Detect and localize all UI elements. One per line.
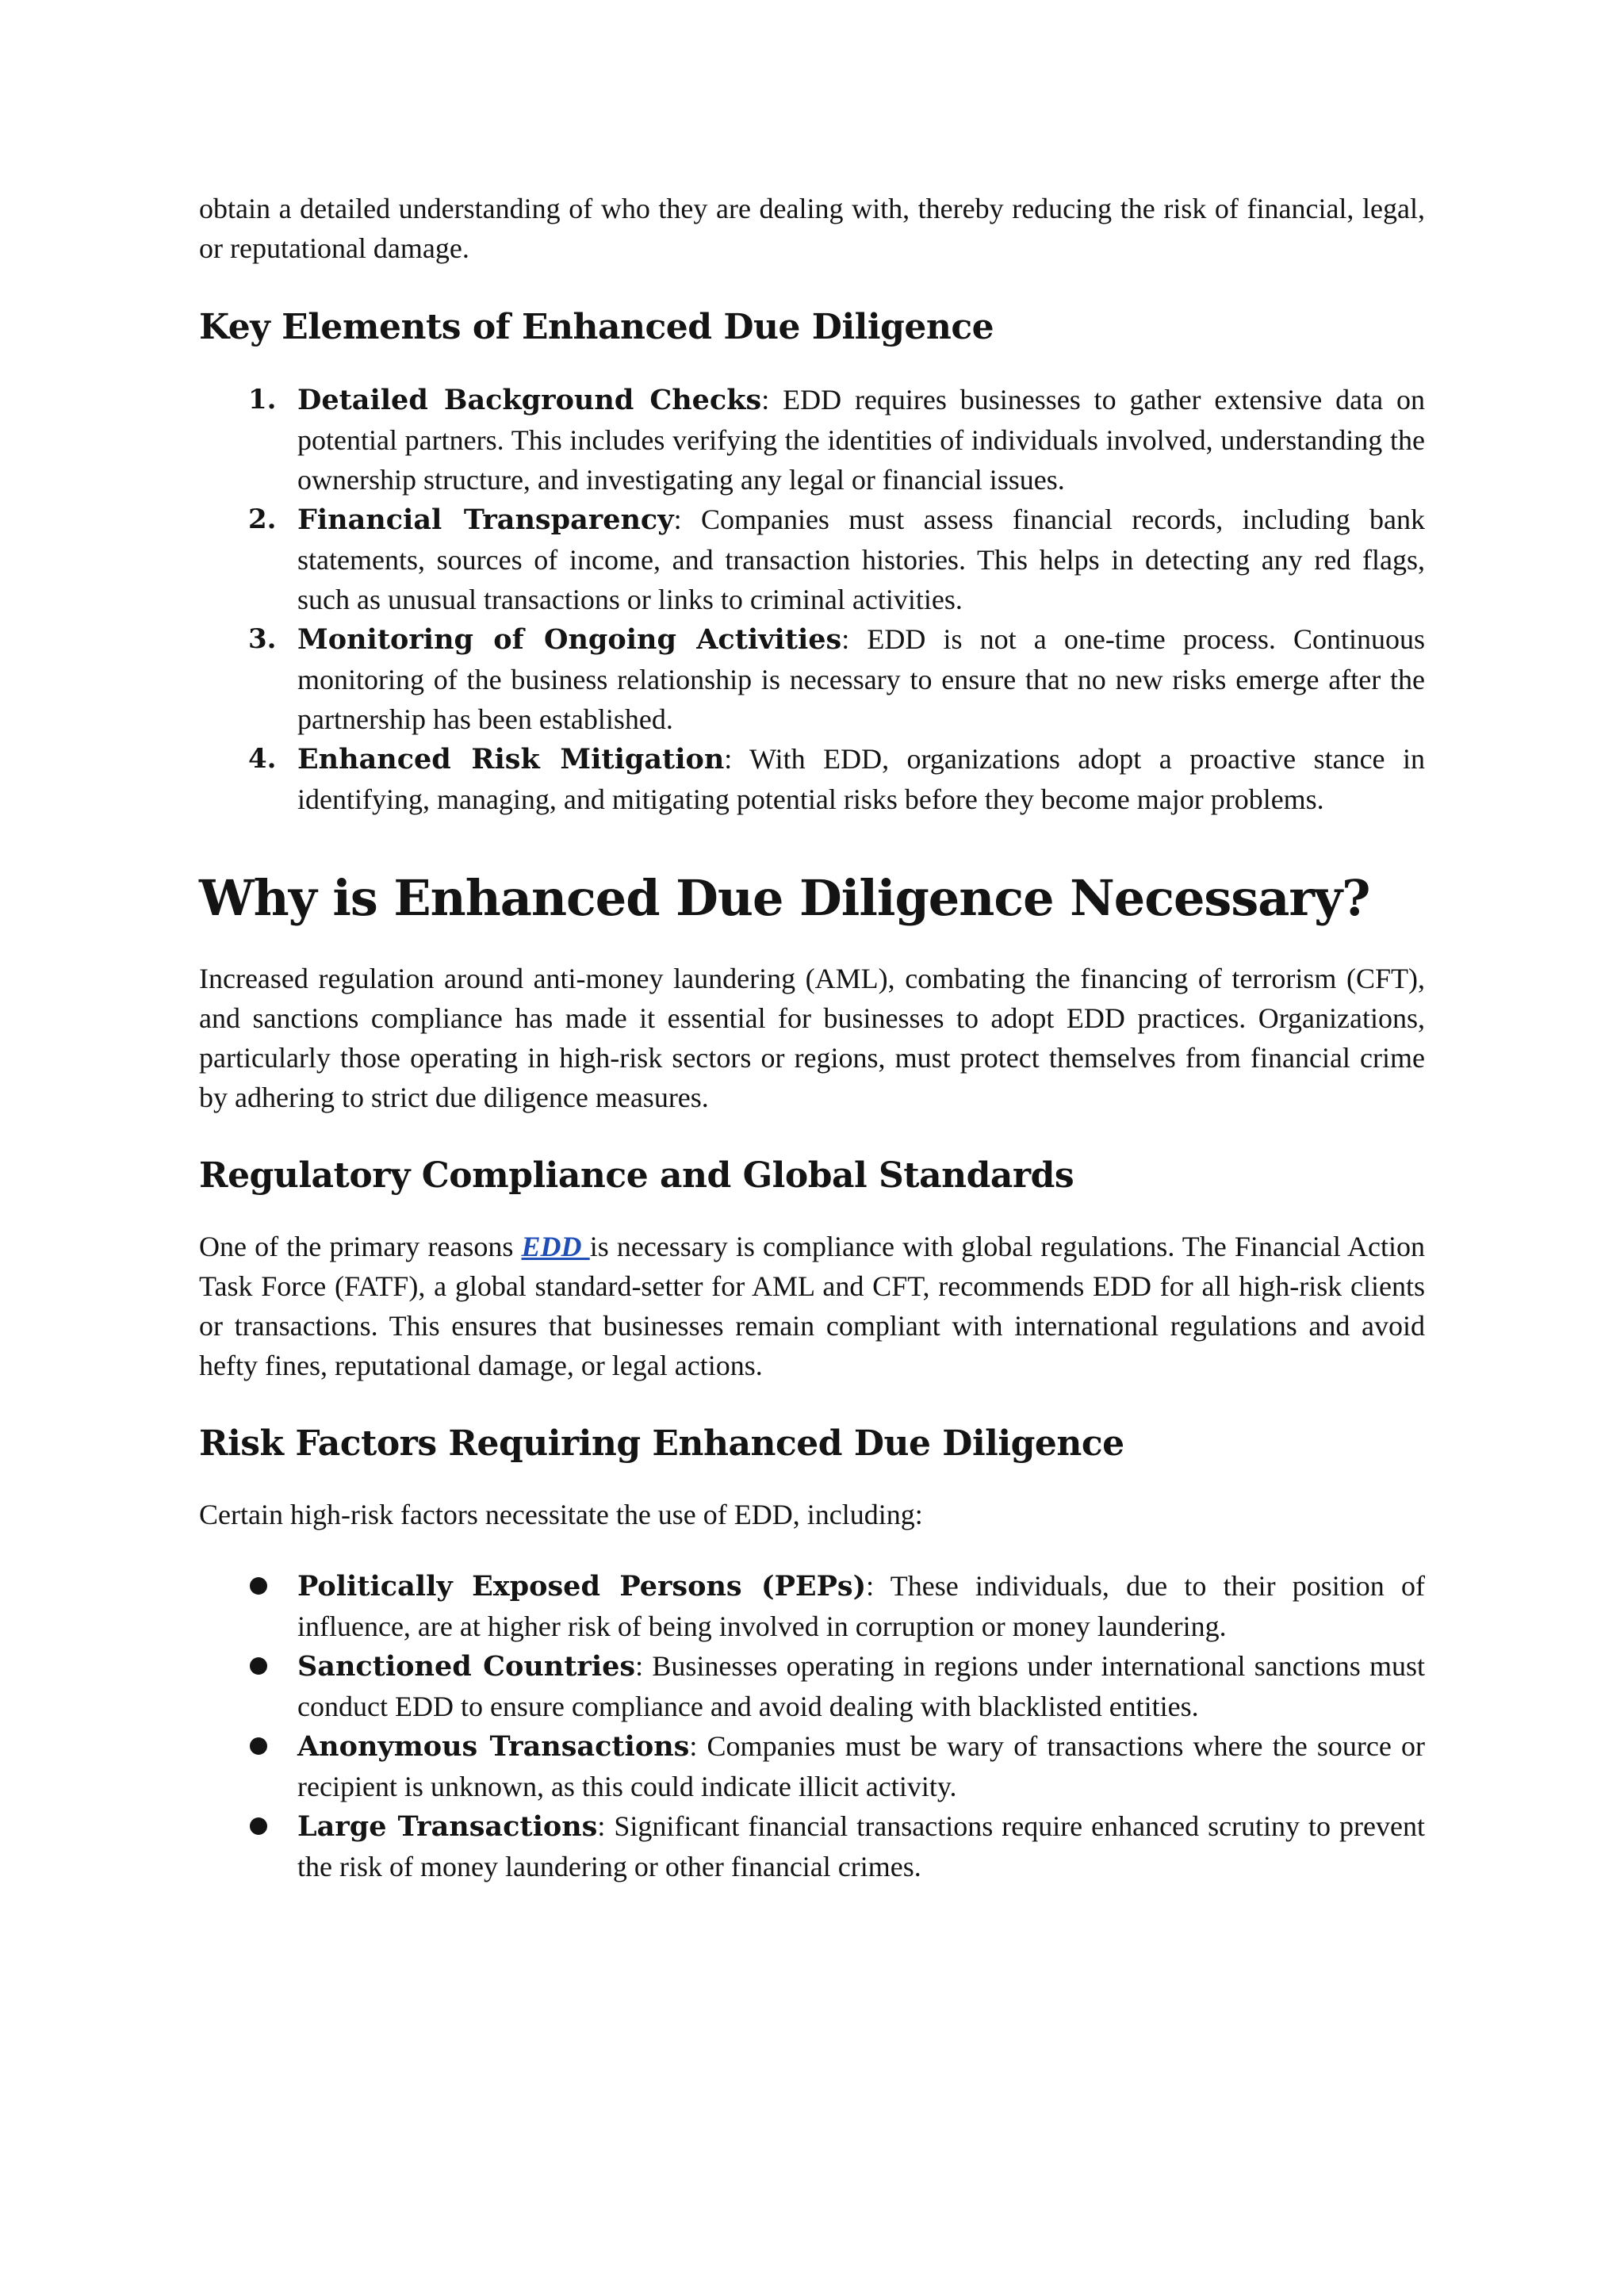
regulatory-paragraph — [199, 1227, 1425, 1385]
list-item-text: : EDD is not a one-time process. Continuous monitoring of the business relationship is necessary to ensure that no new risks emerge after the partnership has been established. — [297, 623, 1426, 735]
list-item-term: Sanctioned Countries — [297, 1650, 636, 1683]
list-item — [199, 1566, 1425, 1646]
list-number: 2. — [248, 504, 277, 535]
list-item — [199, 1646, 1425, 1726]
list-number: 3. — [248, 623, 277, 655]
list-item-term: Financial Transparency — [297, 504, 674, 536]
why-paragraph: Increased regulation around anti-money laundering (AML), combating the financing of terrorism (CFT), and sanctions compliance has made it essential for businesses to adopt EDD practices. Organizations, particularly those operating in high-risk sectors or regions, must protect themselves from financial crime by adhering to strict due diligence measures. — [199, 963, 1425, 1113]
intro-paragraph: obtain a detailed understanding of who they are dealing with, thereby reducing the risk of financial, legal, or reputational damage. — [199, 193, 1425, 264]
section-heading-key-elements: Key Elements of Enhanced Due Diligence — [199, 307, 994, 347]
bullet-icon — [250, 1737, 267, 1755]
bullet-icon — [250, 1577, 267, 1595]
list-number: 4. — [248, 743, 277, 775]
list-item — [199, 380, 1425, 500]
list-item-text: : EDD requires businesses to gather extensive data on potential partners. This includes verifying the identities of individuals involved, understanding the ownership structure, and investigating any legal or financial issues. — [297, 384, 1425, 496]
list-item-term: Enhanced Risk Mitigation — [297, 743, 725, 776]
risk-factors-intro: Certain high-risk factors necessitate the use of EDD, including: — [199, 1499, 923, 1530]
regulatory-text-end: is necessary is compliance with global regulations. The Financial Action Task Force (FATF), a global standard-setter for AML and CFT, recommends EDD for all high-risk clients or transactions. This ensures that businesses remain compliant with international regulations and avoid hefty fines, reputational damage, or legal actions. — [199, 1231, 1425, 1381]
list-item-text: : Companies must be wary of transactions where the source or recipient is unknown, as this could indicate illicit activity. — [297, 1730, 1425, 1802]
list-item — [199, 1806, 1425, 1886]
list-item-text: : Significant financial transactions require enhanced scrutiny to prevent the risk of money laundering or other financial crimes. — [297, 1810, 1425, 1882]
list-item-term: Detailed Background Checks — [297, 384, 762, 416]
list-number: 1. — [248, 384, 277, 416]
list-item-text: : Companies must assess financial records, including bank statements, sources of income, and transaction histories. This helps in detecting any red flags, such as unusual transactions or links to criminal activities. — [297, 504, 1425, 615]
list-item-term: Large Transactions — [297, 1810, 598, 1843]
bullet-icon — [250, 1817, 267, 1835]
list-item-term: Anonymous Transactions — [297, 1730, 690, 1763]
edd-link[interactable]: EDD — [521, 1231, 590, 1262]
risk-factors-list — [199, 1566, 1425, 1886]
list-item-term: Monitoring of Ongoing Activities — [297, 623, 842, 656]
list-item-term: Politically Exposed Persons (PEPs) — [297, 1570, 867, 1603]
bullet-icon — [250, 1657, 267, 1675]
list-item-text: : With EDD, organizations adopt a proactive stance in identifying, managing, and mitigating potential risks before they become major problems. — [297, 743, 1425, 815]
list-item — [199, 1726, 1425, 1806]
list-item-text: : These individuals, due to their position of influence, are at higher risk of being involved in corruption or money laundering. — [297, 1570, 1426, 1642]
list-item — [199, 619, 1425, 739]
regulatory-text-start: One of the primary reasons — [199, 1231, 522, 1262]
list-item — [199, 739, 1425, 819]
page-heading-why-edd: Why is Enhanced Due Diligence Necessary? — [199, 869, 1370, 927]
list-item-text: : Businesses operating in regions under international sanctions must conduct EDD to ensure compliance and avoid dealing with blacklisted entities. — [297, 1650, 1425, 1722]
key-elements-list — [199, 380, 1425, 819]
list-item — [199, 500, 1425, 619]
section-heading-regulatory: Regulatory Compliance and Global Standards — [199, 1155, 1074, 1196]
section-heading-risk-factors: Risk Factors Requiring Enhanced Due Diligence — [199, 1423, 1124, 1464]
